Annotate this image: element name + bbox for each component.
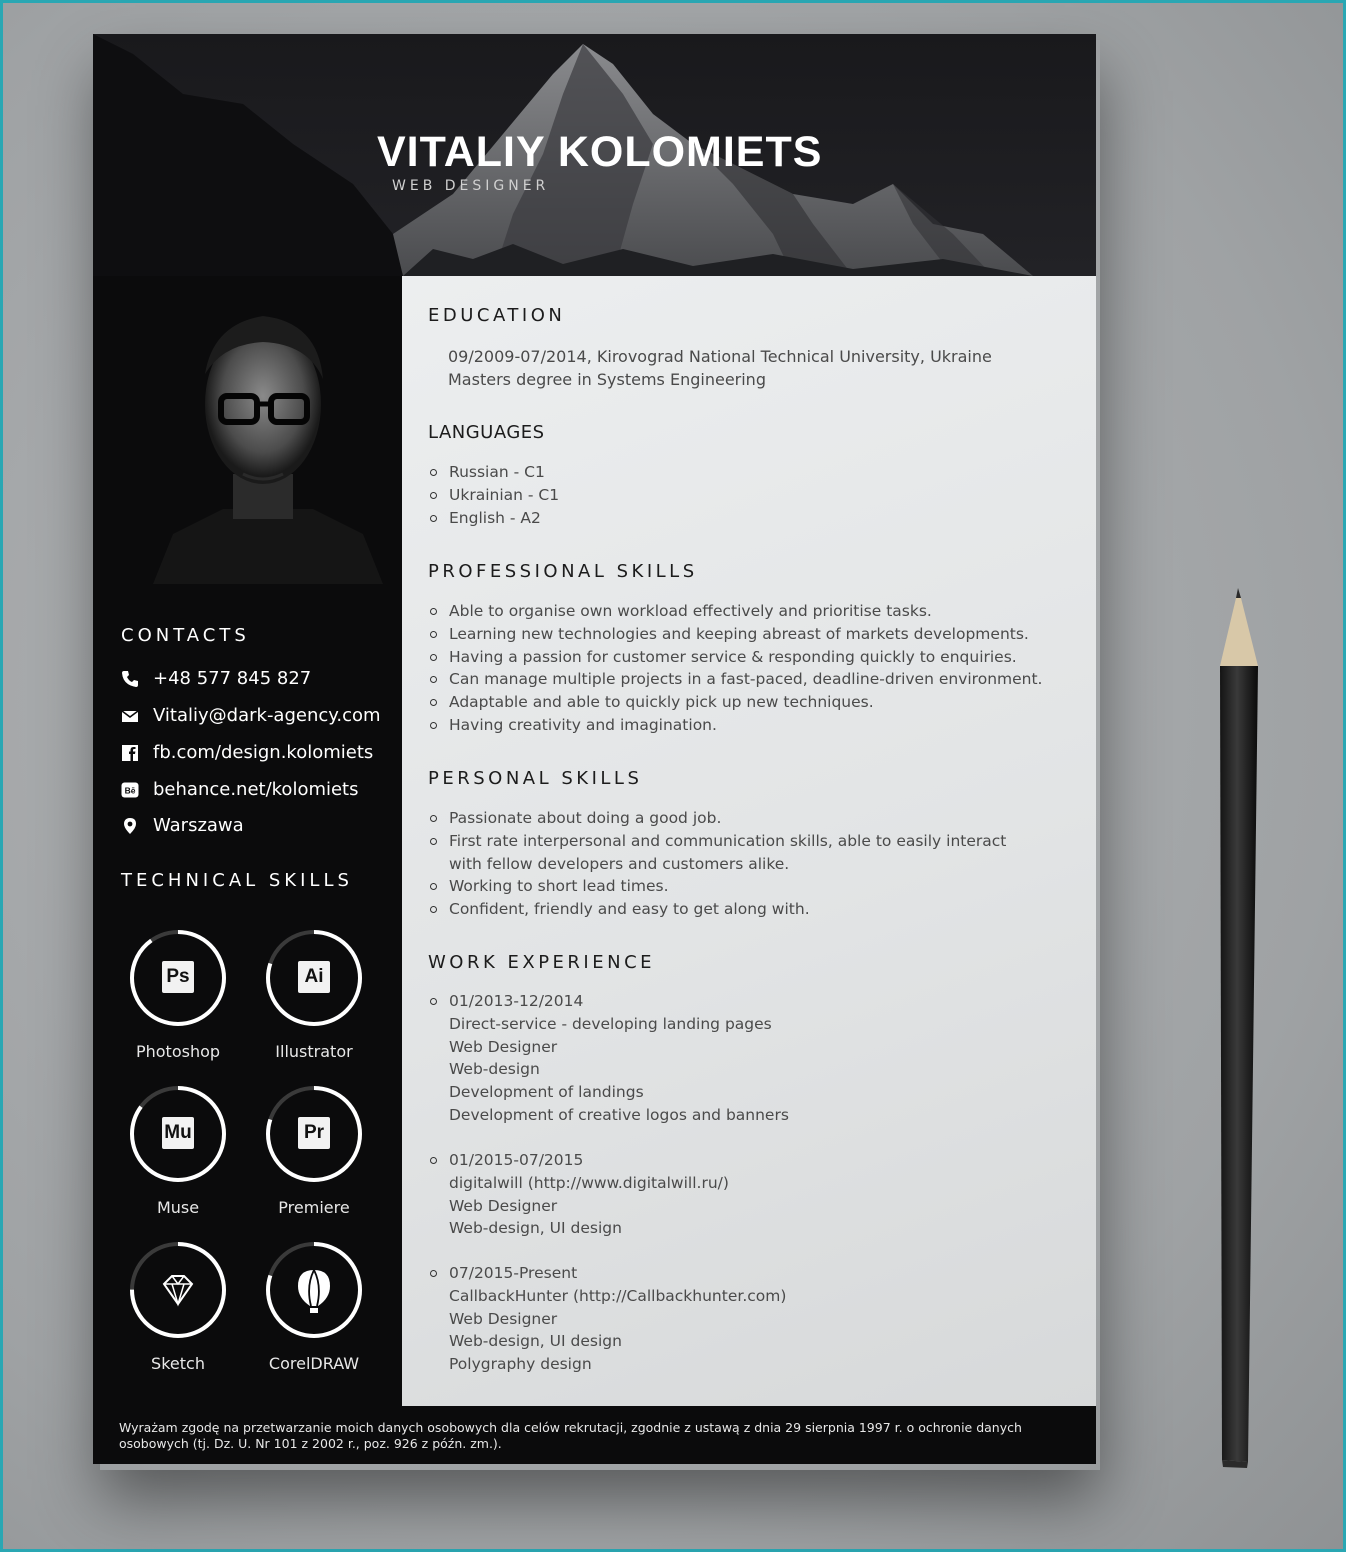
list-item: Ukrainian - C1 [428, 484, 559, 507]
contact-facebook-text: fb.com/design.kolomiets [153, 742, 374, 763]
job-company: CallbackHunter (http://Callbackhunter.com) [449, 1286, 787, 1305]
skill-premiere [244, 1084, 384, 1217]
job-detail: Web-design, UI design [449, 1219, 622, 1238]
skill-label: Sketch [151, 1354, 205, 1373]
work-experience-list [428, 990, 789, 1127]
technical-skills-title: TECHNICAL SKILLS [121, 870, 353, 891]
phone-icon [121, 670, 139, 688]
job-position: Web Designer [449, 1037, 558, 1056]
list-item: Able to organise own workload effectively and prioritise tasks. [428, 600, 1042, 623]
pencil [1210, 588, 1270, 1468]
education-line-2: Masters degree in Systems Engineering [448, 370, 766, 389]
main-content-panel [402, 276, 1096, 1406]
skill-label: Premiere [278, 1198, 350, 1217]
skill-label: Photoshop [135, 1042, 221, 1061]
sketch-diamond-icon [128, 1240, 228, 1340]
job-detail: Development of landings [449, 1083, 644, 1102]
footer-line-1: Wyrażam zgodę na przetwarzanie moich danych osobowych dla celów rekrutacji, zgodnie z ustawą z dnia 29 sierpnia 1997 r. o ochronie danych [119, 1420, 1022, 1435]
work-experience-list [428, 1149, 729, 1240]
skill-label: CorelDRAW [268, 1354, 360, 1373]
skill-ring [264, 1240, 364, 1340]
skill-illustrator [244, 928, 384, 1061]
list-item: Adaptable and able to quickly pick up new techniques. [428, 691, 1042, 714]
languages-title: LANGUAGES [428, 422, 545, 443]
photoshop-icon: Ps [162, 961, 194, 993]
personal-skills-title: PERSONAL SKILLS [428, 768, 643, 789]
work-experience-list [428, 1262, 786, 1376]
list-item: Confident, friendly and easy to get along with. [428, 898, 1006, 921]
education-title: EDUCATION [428, 305, 566, 326]
list-item: Having creativity and imagination. [428, 714, 1042, 737]
job-dates: 01/2015-07/2015 [449, 1151, 584, 1169]
job-dates: 01/2013-12/2014 [449, 992, 584, 1010]
skill-ring [128, 1240, 228, 1340]
contact-phone-text: +48 577 845 827 [153, 668, 312, 689]
list-item: Having a passion for customer service & responding quickly to enquiries. [428, 646, 1042, 669]
candidate-name: VITALIY KOLOMIETS [377, 128, 823, 176]
muse-icon: Mu [162, 1117, 194, 1149]
list-item-line: First rate interpersonal and communication skills, able to easily interact [449, 831, 1007, 850]
list-item [428, 830, 1006, 876]
languages-list [428, 461, 559, 529]
resume-header [93, 34, 1096, 276]
profile-photo [133, 284, 403, 584]
skill-photoshop [108, 928, 248, 1061]
education-line-1: 09/2009-07/2014, Kirovograd National Technical University, Ukraine [448, 347, 992, 366]
work-experience-title: WORK EXPERIENCE [428, 952, 656, 973]
contact-location [121, 815, 244, 836]
footer-line-2: osobowych (tj. Dz. U. Nr 101 z 2002 r., poz. 926 z późn. zm.). [119, 1436, 502, 1451]
professional-skills-list [428, 600, 1042, 737]
contact-location-text: Warszawa [153, 815, 244, 836]
contact-email[interactable] [121, 705, 381, 726]
job-detail: Polygraphy design [449, 1355, 592, 1374]
skill-ring [264, 1084, 364, 1184]
location-pin-icon [121, 817, 139, 835]
gdpr-consent-footer [119, 1420, 1069, 1452]
premiere-icon: Pr [298, 1117, 330, 1149]
contact-phone[interactable] [121, 668, 311, 689]
skill-label: Illustrator [275, 1042, 353, 1061]
behance-icon [121, 781, 139, 799]
contact-facebook[interactable] [121, 742, 373, 763]
job-detail: Web-design, UI design [449, 1332, 622, 1351]
education-details [448, 345, 992, 391]
skill-label: Muse [156, 1198, 200, 1217]
resume-sheet [93, 34, 1096, 1464]
mail-icon [121, 707, 139, 725]
skill-ring [128, 1084, 228, 1184]
job-entry [428, 990, 789, 1127]
job-dates: 07/2015-Present [449, 1264, 578, 1282]
professional-skills-title: PROFESSIONAL SKILLS [428, 561, 698, 582]
job-position: Web Designer [449, 1196, 558, 1215]
list-item-line: with fellow developers and customers alike. [449, 854, 790, 873]
skill-ring [128, 928, 228, 1028]
list-item: Learning new technologies and keeping abreast of markets developments. [428, 623, 1042, 646]
job-position: Web Designer [449, 1309, 558, 1328]
list-item: Passionate about doing a good job. [428, 807, 1006, 830]
personal-skills-list [428, 807, 1006, 921]
job-entry [428, 1262, 786, 1376]
skill-sketch [108, 1240, 248, 1373]
contact-behance-text: behance.net/kolomiets [153, 779, 359, 800]
job-detail: Development of creative logos and banners [449, 1105, 789, 1124]
contact-behance[interactable] [121, 779, 359, 800]
skill-ring [264, 928, 364, 1028]
skill-coreldraw [244, 1240, 384, 1373]
contact-email-text: Vitaliy@dark-agency.com [153, 705, 381, 726]
coreldraw-balloon-icon [264, 1240, 364, 1340]
job-company: Direct-service - developing landing pages [449, 1014, 772, 1033]
job-detail: Web-design [449, 1060, 540, 1079]
candidate-role: WEB DESIGNER [392, 178, 550, 194]
contacts-title: CONTACTS [121, 625, 250, 646]
skill-muse [108, 1084, 248, 1217]
list-item: Can manage multiple projects in a fast-paced, deadline-driven environment. [428, 668, 1042, 691]
illustrator-icon: Ai [298, 961, 330, 993]
svg-text:Bē: Bē [124, 785, 136, 795]
job-company: digitalwill (http://www.digitalwill.ru/) [449, 1173, 729, 1192]
facebook-icon [121, 744, 139, 762]
list-item: English - A2 [428, 507, 559, 530]
job-entry [428, 1149, 729, 1240]
list-item: Working to short lead times. [428, 875, 1006, 898]
list-item: Russian - C1 [428, 461, 559, 484]
